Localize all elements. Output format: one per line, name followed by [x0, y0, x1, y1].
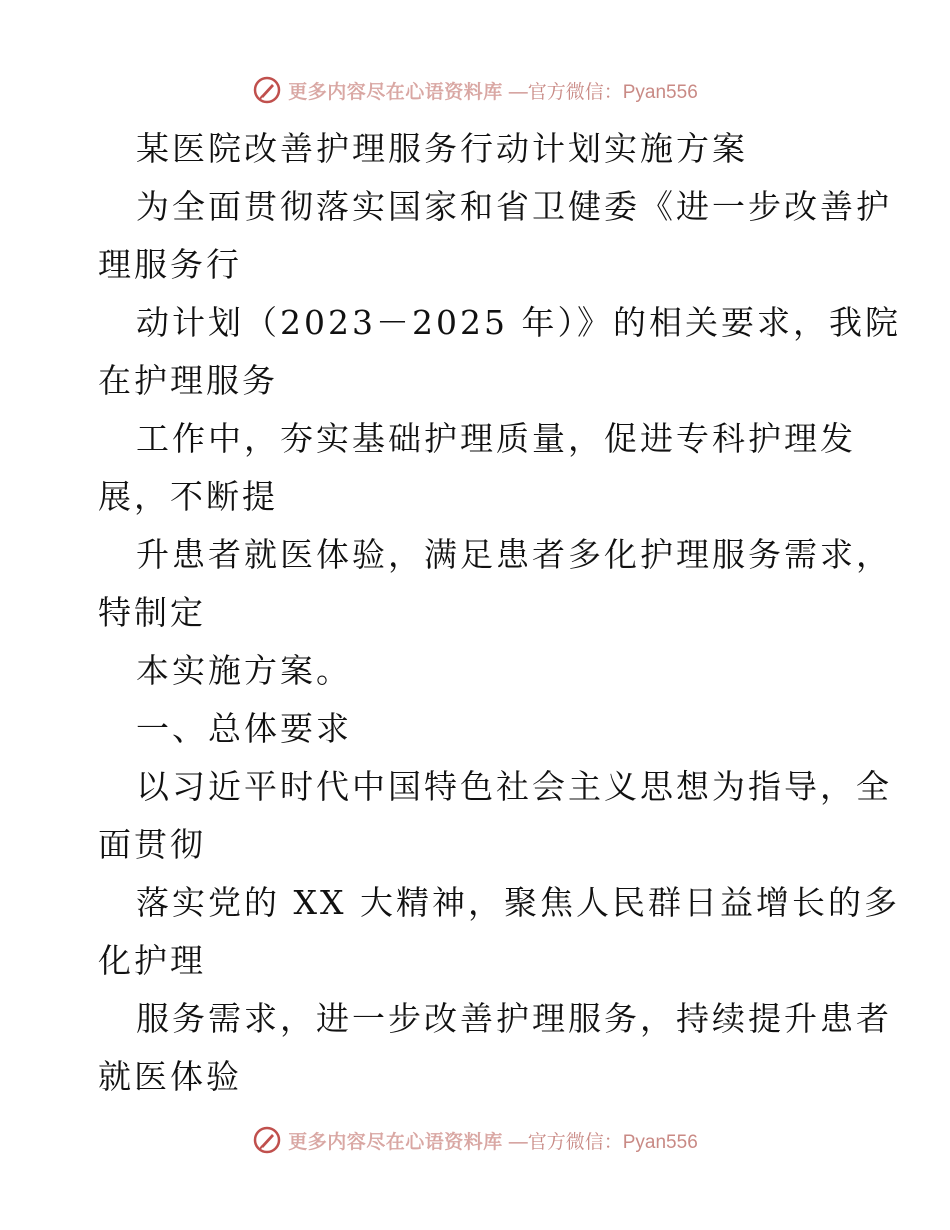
footer-watermark: [0, 1120, 950, 1160]
watermark-contact-text: —官方微信：Pyan556: [508, 81, 698, 103]
paragraph-line: 为全面贯彻落实国家和省卫健委《进一步改善护: [136, 187, 892, 226]
document-body: [98, 120, 901, 1106]
document-title: 某医院改善护理服务行动计划实施方案: [136, 129, 748, 168]
paragraph-line: 本实施方案。: [136, 651, 352, 690]
watermark-contact-text: —官方微信：Pyan556: [508, 1131, 698, 1153]
paragraph-line: 升患者就医体验，满足患者多化护理服务需求，: [136, 535, 892, 574]
paragraph-line: 服务需求，进一步改善护理服务，持续提升患者: [136, 999, 892, 1038]
paragraph-line: 化护理: [98, 941, 206, 980]
red-quill-seal-icon: [252, 1125, 282, 1155]
watermark-brand-text: 更多内容尽在心语资料库: [288, 1130, 503, 1153]
paragraph-line: 在护理服务: [98, 361, 278, 400]
paragraph-line: 动计划（2023－2025 年）》的相关要求，我院: [136, 303, 901, 342]
header-watermark: [0, 70, 950, 110]
paragraph-line: 以习近平时代中国特色社会主义思想为指导，全: [136, 767, 892, 806]
paragraph-line: 工作中，夯实基础护理质量，促进专科护理发: [136, 419, 856, 458]
red-quill-seal-icon: [252, 75, 282, 105]
paragraph-line: 面贯彻: [98, 825, 206, 864]
watermark-brand-text: 更多内容尽在心语资料库: [288, 80, 503, 103]
paragraph-line: 特制定: [98, 593, 206, 632]
paragraph-line: 理服务行: [98, 245, 242, 284]
paragraph-line: 就医体验: [98, 1057, 242, 1096]
paragraph-line: 展，不断提: [98, 477, 278, 516]
section-heading: 一、总体要求: [136, 709, 352, 748]
paragraph-line: 落实党的 XX 大精神，聚焦人民群日益增长的多: [136, 883, 900, 922]
